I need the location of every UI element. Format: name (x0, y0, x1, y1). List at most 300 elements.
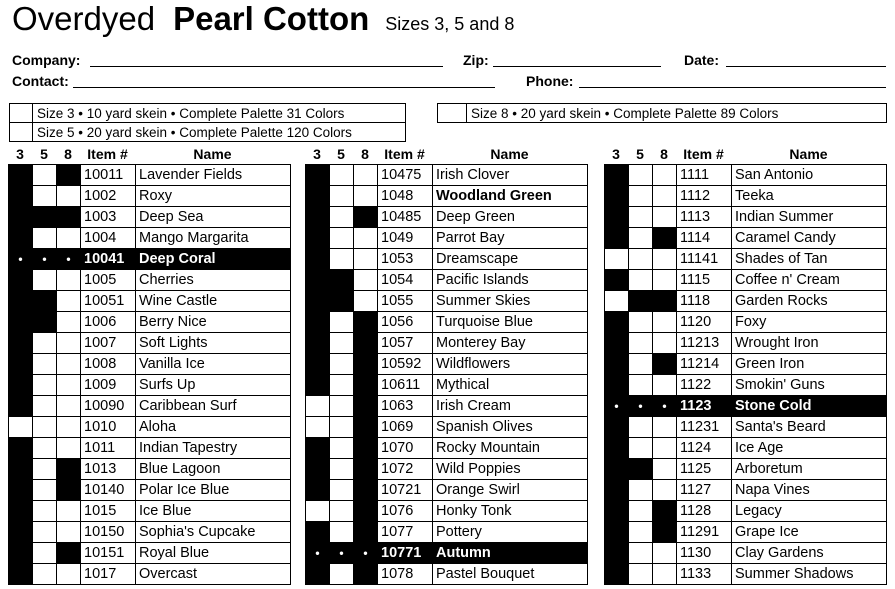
size8-cell[interactable] (653, 354, 677, 375)
table-row (306, 165, 588, 186)
item-number: 10140 (81, 480, 136, 501)
size5-cell[interactable] (33, 417, 57, 438)
table-row (9, 270, 291, 291)
color-name: Turquoise Blue (433, 312, 588, 333)
size8-cell[interactable] (57, 417, 81, 438)
size3-cell[interactable] (605, 459, 629, 480)
size5-cell[interactable] (330, 354, 354, 375)
size5-cell[interactable] (33, 501, 57, 522)
size8-cell[interactable] (653, 165, 677, 186)
size8-cell[interactable] (653, 522, 677, 543)
size8-cell[interactable] (57, 501, 81, 522)
size5-cell[interactable] (33, 312, 57, 333)
color-name: San Antonio (732, 165, 887, 186)
size8-cell[interactable] (653, 564, 677, 585)
size8-cell[interactable] (57, 375, 81, 396)
size5-cell[interactable] (330, 228, 354, 249)
color-name: Shades of Tan (732, 249, 887, 270)
size5-cell[interactable] (330, 522, 354, 543)
size3-cell[interactable] (306, 417, 330, 438)
color-name: Royal Blue (136, 543, 291, 564)
size5-cell[interactable] (33, 480, 57, 501)
color-name: Surfs Up (136, 375, 291, 396)
size8-cell[interactable] (653, 291, 677, 312)
size8-cell[interactable] (653, 543, 677, 564)
size5-cell[interactable] (33, 354, 57, 375)
size5-cell[interactable] (629, 543, 653, 564)
size8-cell[interactable] (57, 291, 81, 312)
color-name: Irish Cream (433, 396, 588, 417)
size8-cell[interactable] (57, 543, 81, 564)
size5-header: 5 (337, 146, 345, 162)
item-number: 1128 (677, 501, 732, 522)
size8-cell[interactable] (354, 270, 378, 291)
item-number: 10011 (81, 165, 136, 186)
size3-cell[interactable] (9, 186, 33, 207)
size8-cell[interactable] (57, 459, 81, 480)
table-row (9, 354, 291, 375)
size3-cell[interactable] (9, 501, 33, 522)
size5-cell[interactable] (330, 165, 354, 186)
size5-cell[interactable] (33, 375, 57, 396)
item-number: 1013 (81, 459, 136, 480)
size3-cell[interactable]: • (9, 249, 33, 270)
size3-cell[interactable] (306, 270, 330, 291)
table-row (605, 438, 887, 459)
size8-cell[interactable] (57, 186, 81, 207)
color-name: Soft Lights (136, 333, 291, 354)
color-name: Clay Gardens (732, 543, 887, 564)
size8-cell[interactable] (354, 564, 378, 585)
size3-cell[interactable] (9, 291, 33, 312)
size8-cell[interactable] (57, 396, 81, 417)
size5-cell[interactable] (330, 270, 354, 291)
table-row (306, 459, 588, 480)
size8-cell[interactable] (653, 228, 677, 249)
color-name: Irish Clover (433, 165, 588, 186)
size3-cell[interactable] (306, 522, 330, 543)
size5-cell[interactable] (330, 396, 354, 417)
size5-cell[interactable] (629, 417, 653, 438)
size5-cell[interactable] (33, 207, 57, 228)
size5-cell[interactable] (629, 270, 653, 291)
size8-cell[interactable] (354, 501, 378, 522)
size8-cell[interactable]: • (57, 249, 81, 270)
color-name: Legacy (732, 501, 887, 522)
size5-cell[interactable] (330, 417, 354, 438)
option-size3[interactable] (10, 104, 405, 122)
size5-cell[interactable] (629, 165, 653, 186)
size3-cell[interactable] (9, 543, 33, 564)
size5-cell[interactable] (33, 186, 57, 207)
item-number: 1070 (378, 438, 433, 459)
size3-cell[interactable] (605, 375, 629, 396)
size8-cell[interactable] (57, 438, 81, 459)
item-number: 1111 (677, 165, 732, 186)
size8-cell[interactable] (354, 207, 378, 228)
size3-cell[interactable] (9, 270, 33, 291)
size5-cell[interactable] (629, 438, 653, 459)
size3-checkbox[interactable] (10, 104, 33, 122)
color-name: Smokin' Guns (732, 375, 887, 396)
color-table (8, 164, 291, 585)
size5-cell[interactable] (330, 375, 354, 396)
color-name: Wine Castle (136, 291, 291, 312)
size3-label: Size 3 • 10 yard skein • Complete Palette 31 Colors (37, 105, 345, 121)
size5-cell[interactable] (629, 354, 653, 375)
size3-cell[interactable] (306, 207, 330, 228)
color-name: Dreamscape (433, 249, 588, 270)
table-row (306, 333, 588, 354)
size3-cell[interactable] (9, 333, 33, 354)
size5-cell[interactable] (33, 333, 57, 354)
size5-cell[interactable]: • (629, 396, 653, 417)
size8-checkbox[interactable] (438, 104, 467, 122)
size3-cell[interactable] (605, 291, 629, 312)
item-number: 1072 (378, 459, 433, 480)
size3-cell[interactable] (605, 270, 629, 291)
size8-cell[interactable] (354, 522, 378, 543)
item-number: 1125 (677, 459, 732, 480)
color-name: Stone Cold (732, 396, 887, 417)
item-number: 1063 (378, 396, 433, 417)
size3-header: 3 (612, 146, 620, 162)
table-row (9, 417, 291, 438)
size8-cell[interactable] (653, 312, 677, 333)
size8-cell[interactable] (653, 501, 677, 522)
size8-cell[interactable] (57, 480, 81, 501)
table-row (605, 375, 887, 396)
size5-cell[interactable] (629, 501, 653, 522)
size5-cell[interactable] (33, 438, 57, 459)
size8-cell[interactable] (653, 438, 677, 459)
company-label: Company: (12, 52, 81, 68)
table-row (306, 375, 588, 396)
size3-cell[interactable] (306, 333, 330, 354)
color-name: Aloha (136, 417, 291, 438)
size3-cell[interactable] (306, 291, 330, 312)
size8-cell[interactable] (57, 564, 81, 585)
size3-cell[interactable] (9, 564, 33, 585)
size8-cell[interactable] (354, 186, 378, 207)
size8-cell[interactable] (354, 375, 378, 396)
size3-cell[interactable] (605, 165, 629, 186)
item-number: 10592 (378, 354, 433, 375)
size3-cell[interactable] (605, 249, 629, 270)
size5-cell[interactable] (330, 249, 354, 270)
size3-cell[interactable] (306, 228, 330, 249)
size5-cell[interactable] (629, 375, 653, 396)
size5-cell[interactable] (330, 186, 354, 207)
color-name: Pastel Bouquet (433, 564, 588, 585)
size5-cell[interactable] (629, 564, 653, 585)
size3-cell[interactable] (605, 333, 629, 354)
color-name: Santa's Beard (732, 417, 887, 438)
size5-cell[interactable] (629, 249, 653, 270)
size3-cell[interactable] (605, 354, 629, 375)
item-number: 1122 (677, 375, 732, 396)
size3-cell[interactable] (605, 501, 629, 522)
size3-cell[interactable] (9, 480, 33, 501)
size5-cell[interactable] (330, 459, 354, 480)
size8-cell[interactable] (653, 186, 677, 207)
size5-cell[interactable] (330, 291, 354, 312)
table-row (9, 186, 291, 207)
size5-cell[interactable] (330, 480, 354, 501)
size8-cell[interactable] (57, 333, 81, 354)
table-row (9, 249, 291, 270)
size5-cell[interactable] (33, 459, 57, 480)
size8-cell[interactable] (57, 207, 81, 228)
color-name: Roxy (136, 186, 291, 207)
size5-cell[interactable] (330, 438, 354, 459)
size5-cell[interactable] (330, 312, 354, 333)
size8-cell[interactable] (57, 228, 81, 249)
table-row (306, 522, 588, 543)
table-row (9, 501, 291, 522)
size3-cell[interactable] (605, 417, 629, 438)
size8-cell[interactable] (354, 417, 378, 438)
size8-cell[interactable] (653, 249, 677, 270)
color-name: Deep Coral (136, 249, 291, 270)
size3-cell[interactable] (306, 186, 330, 207)
item-number: 11291 (677, 522, 732, 543)
table-row (306, 249, 588, 270)
size3-cell[interactable] (306, 312, 330, 333)
size3-cell[interactable] (9, 522, 33, 543)
size5-cell[interactable] (33, 522, 57, 543)
size3-cell[interactable] (9, 375, 33, 396)
size8-cell[interactable] (354, 333, 378, 354)
size3-cell[interactable] (306, 396, 330, 417)
size3-cell[interactable] (306, 375, 330, 396)
column-header (305, 145, 588, 164)
zip-field[interactable] (493, 66, 661, 67)
size8-cell[interactable] (57, 312, 81, 333)
size8-cell[interactable] (354, 165, 378, 186)
size3-cell[interactable] (605, 543, 629, 564)
title-sizes: Sizes 3, 5 and 8 (385, 14, 515, 34)
size8-cell[interactable] (57, 354, 81, 375)
size8-cell[interactable] (354, 438, 378, 459)
table-row (306, 291, 588, 312)
option-size8[interactable] (437, 103, 887, 123)
size8-cell[interactable] (354, 291, 378, 312)
color-name: Caribbean Surf (136, 396, 291, 417)
size8-cell[interactable] (57, 522, 81, 543)
size3-cell[interactable] (605, 564, 629, 585)
color-name: Arboretum (732, 459, 887, 480)
item-number: 1011 (81, 438, 136, 459)
size5-cell[interactable] (330, 564, 354, 585)
size3-cell[interactable] (306, 438, 330, 459)
color-name: Cherries (136, 270, 291, 291)
size8-cell[interactable] (653, 207, 677, 228)
size5-cell[interactable] (629, 522, 653, 543)
size3-cell[interactable] (605, 228, 629, 249)
item-number: 1008 (81, 354, 136, 375)
color-column-1 (8, 145, 291, 585)
date-field[interactable] (726, 66, 886, 67)
color-name: Napa Vines (732, 480, 887, 501)
size3-cell[interactable] (9, 165, 33, 186)
zip-label: Zip: (463, 52, 489, 68)
size3-cell[interactable] (306, 165, 330, 186)
table-row (306, 564, 588, 585)
color-name: Vanilla Ice (136, 354, 291, 375)
color-name: Autumn (433, 543, 588, 564)
size3-cell[interactable] (605, 207, 629, 228)
table-row (306, 270, 588, 291)
item-number: 1130 (677, 543, 732, 564)
item-number: 10051 (81, 291, 136, 312)
size8-label: Size 8 • 20 yard skein • Complete Palette 89 Colors (471, 105, 779, 121)
color-name: Overcast (136, 564, 291, 585)
item-number: 1007 (81, 333, 136, 354)
color-name: Pottery (433, 522, 588, 543)
color-column-3 (604, 145, 887, 585)
size5-cell[interactable] (629, 480, 653, 501)
color-name: Polar Ice Blue (136, 480, 291, 501)
option-size5[interactable] (10, 122, 405, 141)
size8-cell[interactable] (653, 417, 677, 438)
size8-cell[interactable] (653, 375, 677, 396)
size3-cell[interactable] (9, 312, 33, 333)
size8-cell[interactable] (354, 354, 378, 375)
size3-cell[interactable] (306, 501, 330, 522)
size5-cell[interactable] (629, 291, 653, 312)
size8-cell[interactable] (57, 270, 81, 291)
size8-cell[interactable] (354, 312, 378, 333)
size3-cell[interactable] (9, 228, 33, 249)
size5-cell[interactable] (629, 333, 653, 354)
color-name: Coffee n' Cream (732, 270, 887, 291)
size3-cell[interactable] (9, 438, 33, 459)
color-name: Mango Margarita (136, 228, 291, 249)
size3-header: 3 (16, 146, 24, 162)
size8-cell[interactable] (653, 459, 677, 480)
size3-cell[interactable]: • (605, 396, 629, 417)
size3-cell[interactable] (605, 438, 629, 459)
size5-checkbox[interactable] (10, 123, 33, 141)
size3-cell[interactable] (306, 564, 330, 585)
color-name: Summer Shadows (732, 564, 887, 585)
size3-cell[interactable]: • (306, 543, 330, 564)
size3-cell[interactable] (9, 459, 33, 480)
item-number: 1118 (677, 291, 732, 312)
table-row (306, 480, 588, 501)
size3-header: 3 (313, 146, 321, 162)
table-row (605, 207, 887, 228)
table-row (9, 291, 291, 312)
size8-cell[interactable] (354, 249, 378, 270)
size8-cell[interactable]: • (354, 543, 378, 564)
size5-cell[interactable] (629, 186, 653, 207)
size5-cell[interactable] (33, 228, 57, 249)
size3-cell[interactable] (605, 480, 629, 501)
item-number: 1057 (378, 333, 433, 354)
size5-cell[interactable] (330, 501, 354, 522)
size8-cell[interactable] (354, 396, 378, 417)
column-header (8, 145, 291, 164)
size8-cell[interactable] (653, 270, 677, 291)
size5-cell[interactable] (629, 228, 653, 249)
table-row (605, 228, 887, 249)
size3-cell[interactable] (605, 186, 629, 207)
color-name: Summer Skies (433, 291, 588, 312)
item-number: 1115 (677, 270, 732, 291)
size5-cell[interactable] (330, 207, 354, 228)
size8-cell[interactable] (354, 459, 378, 480)
size8-cell[interactable] (653, 480, 677, 501)
table-row (9, 564, 291, 585)
item-number: 10151 (81, 543, 136, 564)
item-number: 1078 (378, 564, 433, 585)
item-header: Item # (384, 146, 425, 162)
size3-cell[interactable] (605, 312, 629, 333)
company-field[interactable] (90, 66, 443, 67)
size3-cell[interactable] (306, 459, 330, 480)
size8-cell[interactable] (354, 228, 378, 249)
size5-cell[interactable] (33, 165, 57, 186)
contact-field[interactable] (73, 87, 495, 88)
size3-cell[interactable] (9, 207, 33, 228)
size8-cell[interactable] (653, 333, 677, 354)
table-row (605, 543, 887, 564)
size3-cell[interactable] (9, 417, 33, 438)
table-row (605, 165, 887, 186)
size8-cell[interactable]: • (653, 396, 677, 417)
size5-cell[interactable] (33, 564, 57, 585)
size3-cell[interactable] (306, 249, 330, 270)
size5-cell[interactable] (33, 543, 57, 564)
size5-cell[interactable] (33, 396, 57, 417)
table-row (9, 333, 291, 354)
color-name: Teeka (732, 186, 887, 207)
table-row (306, 312, 588, 333)
size5-cell[interactable] (629, 459, 653, 480)
size8-cell[interactable] (57, 165, 81, 186)
size3-cell[interactable] (9, 396, 33, 417)
size5-cell[interactable] (33, 270, 57, 291)
size5-cell[interactable] (330, 333, 354, 354)
size5-cell[interactable]: • (33, 249, 57, 270)
size5-cell[interactable] (33, 291, 57, 312)
item-number: 1003 (81, 207, 136, 228)
item-number: 1017 (81, 564, 136, 585)
size3-cell[interactable] (9, 354, 33, 375)
item-number: 1002 (81, 186, 136, 207)
item-number: 1113 (677, 207, 732, 228)
size3-cell[interactable] (306, 480, 330, 501)
item-number: 1076 (378, 501, 433, 522)
size5-cell[interactable] (629, 207, 653, 228)
color-name: Orange Swirl (433, 480, 588, 501)
item-number: 11213 (677, 333, 732, 354)
color-name: Mythical (433, 375, 588, 396)
size3-cell[interactable] (605, 522, 629, 543)
color-name: Wrought Iron (732, 333, 887, 354)
size3-cell[interactable] (306, 354, 330, 375)
phone-field[interactable] (579, 87, 886, 88)
size5-cell[interactable] (629, 312, 653, 333)
color-name: Lavender Fields (136, 165, 291, 186)
size5-cell[interactable]: • (330, 543, 354, 564)
table-row (9, 165, 291, 186)
table-row (605, 522, 887, 543)
size8-cell[interactable] (354, 480, 378, 501)
contact-label: Contact: (12, 73, 69, 89)
